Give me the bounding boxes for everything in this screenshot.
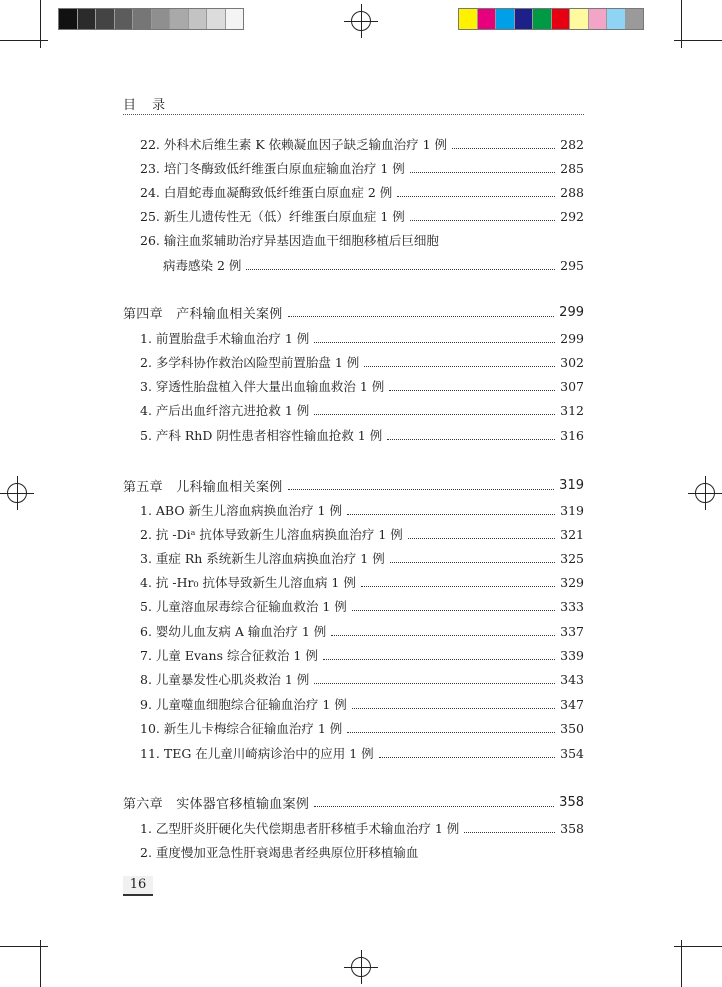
toc-leader-dots: [314, 806, 554, 807]
toc-page-number: 339: [560, 647, 584, 663]
toc-item: [140, 351, 584, 373]
color-swatch: [606, 9, 625, 29]
toc-entry-title: 1. ABO 新生儿溶血病换血治疗 1 例: [140, 503, 342, 518]
toc-item: [140, 157, 584, 179]
toc-leader-dots: [390, 562, 555, 563]
toc-leader-dots: [323, 659, 555, 660]
toc-leader-dots: [314, 683, 555, 684]
color-swatch: [532, 9, 551, 29]
gray-swatch: [77, 9, 96, 29]
toc-page-number: 282: [560, 136, 584, 152]
gray-swatch: [188, 9, 207, 29]
toc-leader-dots: [331, 635, 555, 636]
toc-item: [140, 205, 584, 227]
toc-leader-dots: [389, 390, 555, 391]
gray-swatch: [225, 9, 244, 29]
toc-item: [140, 181, 584, 203]
toc-page-number: 358: [560, 820, 584, 836]
gray-swatch: [114, 9, 133, 29]
crop-mark: [40, 940, 41, 987]
toc-entry-title: 10. 新生儿卡梅综合征输血治疗 1 例: [140, 721, 343, 736]
registration-mark-left: [0, 476, 34, 510]
color-swatch: [495, 9, 514, 29]
toc-leader-dots: [288, 316, 555, 317]
crop-mark: [674, 946, 722, 947]
toc-entry-title: 7. 儿童 Evans 综合征救治 1 例: [140, 648, 318, 663]
toc-page-number: 319: [559, 477, 584, 493]
gray-swatch: [151, 9, 170, 29]
toc-page-number: 302: [560, 354, 584, 370]
toc-page-number: 350: [560, 720, 584, 736]
toc-leader-dots: [464, 832, 555, 833]
color-swatch: [477, 9, 496, 29]
toc-item: [140, 327, 584, 349]
crop-mark: [0, 946, 48, 947]
crop-mark: [0, 40, 48, 41]
gray-swatch: [132, 9, 151, 29]
toc-page-number: 325: [560, 550, 584, 566]
toc-leader-dots: [452, 148, 555, 149]
toc-page-number: 299: [560, 330, 584, 346]
toc-entry-title: 3. 重症 Rh 系统新生儿溶血病换血治疗 1 例: [140, 551, 385, 566]
toc-entry-title: 8. 儿童暴发性心肌炎救治 1 例: [140, 672, 310, 687]
toc-item: [140, 399, 584, 421]
toc-item: [140, 817, 584, 839]
toc-item: [140, 133, 584, 155]
gray-swatch: [169, 9, 188, 29]
color-swatch: [459, 9, 477, 29]
toc-item: [140, 595, 584, 617]
toc-entry-title: 2. 重度慢加亚急性肝衰竭患者经典原位肝移植输血: [140, 845, 419, 860]
toc-item: [140, 499, 584, 521]
toc-item: [140, 841, 584, 863]
page-header-title: 目 录: [123, 98, 172, 113]
toc-leader-dots: [387, 439, 555, 440]
toc-page-number: 292: [560, 208, 584, 224]
toc-item-continuation: [163, 254, 584, 276]
toc-entry-title: 26. 输注血浆辅助治疗异基因造血干细胞移植后巨细胞: [140, 233, 439, 248]
toc-entry-title: 25. 新生儿遗传性无（低）纤维蛋白原血症 1 例: [140, 209, 405, 224]
toc-page-number: 316: [560, 427, 584, 443]
toc-page-number: 343: [560, 671, 584, 687]
toc-entry-title: 11. TEG 在儿童川崎病诊治中的应用 1 例: [140, 746, 374, 761]
registration-mark-right: [688, 476, 722, 510]
toc-entry-title: 5. 儿童溶血尿毒综合征输血救治 1 例: [140, 599, 347, 614]
toc-entry-title: 第四章 产科输血相关案例: [123, 306, 283, 322]
toc-leader-dots: [408, 538, 555, 539]
toc-leader-dots: [352, 708, 555, 709]
toc-entry-title: 第六章 实体器官移植输血案例: [123, 796, 310, 812]
toc-page-number: 354: [560, 745, 584, 761]
toc-leader-dots: [364, 366, 555, 367]
toc-page-number: 285: [560, 160, 584, 176]
toc-item: [140, 523, 584, 545]
toc-page-number: 307: [560, 378, 584, 394]
color-swatch: [625, 9, 644, 29]
toc-entry-title: 第五章 儿科输血相关案例: [123, 479, 283, 495]
toc-leader-dots: [397, 196, 555, 197]
registration-mark-bottom: [344, 950, 378, 984]
color-swatch: [514, 9, 533, 29]
toc-page-number: 358: [559, 794, 584, 810]
toc-entry-title: 1. 前置胎盘手术输血治疗 1 例: [140, 331, 310, 346]
toc-item: [140, 547, 584, 569]
grayscale-calibration-bar: [58, 8, 244, 30]
toc-item: [140, 742, 584, 764]
toc-item: [140, 644, 584, 666]
color-swatch: [588, 9, 607, 29]
toc-entry-title: 4. 产后出血纤溶亢进抢救 1 例: [140, 403, 310, 418]
color-calibration-bar: [458, 8, 644, 30]
registration-mark-top: [344, 4, 378, 38]
toc-page-number: 333: [560, 598, 584, 614]
toc-page-number: 329: [560, 574, 584, 590]
toc-item: [140, 620, 584, 642]
toc-page-number: 337: [560, 623, 584, 639]
toc-leader-dots: [246, 269, 555, 270]
toc-leader-dots: [352, 610, 555, 611]
toc-page-number: 347: [560, 696, 584, 712]
toc-entry-title: 2. 抗 -Diᵃ 抗体导致新生儿溶血病换血治疗 1 例: [140, 527, 403, 542]
toc-item: [140, 424, 584, 446]
toc-chapter: [123, 301, 584, 323]
toc-entry-title: 24. 白眉蛇毒血凝酶致低纤维蛋白原血症 2 例: [140, 185, 393, 200]
gray-swatch: [95, 9, 114, 29]
toc-leader-dots: [314, 342, 555, 343]
toc-entry-title: 6. 婴幼儿血友病 A 输血治疗 1 例: [140, 624, 327, 639]
toc-page-number: 312: [560, 402, 584, 418]
toc-chapter: [123, 791, 584, 813]
gray-swatch: [206, 9, 225, 29]
toc-leader-dots: [347, 732, 555, 733]
gray-swatch: [59, 9, 77, 29]
toc-chapter: [123, 474, 584, 496]
toc-entry-title: 病毒感染 2 例: [163, 258, 242, 273]
toc-entry-title: 22. 外科术后维生素 K 依赖凝血因子缺乏输血治疗 1 例: [140, 137, 448, 152]
toc-page-number: 295: [560, 257, 584, 273]
toc-entry-title: 3. 穿透性胎盘植入伴大量出血输血救治 1 例: [140, 379, 385, 394]
toc-item: [140, 375, 584, 397]
toc-entry-title: 4. 抗 -Hr₀ 抗体导致新生儿溶血病 1 例: [140, 575, 356, 590]
toc-leader-dots: [288, 489, 555, 490]
toc-item: [140, 229, 584, 251]
crop-mark: [681, 940, 682, 987]
crop-mark: [674, 40, 722, 41]
toc-page-number: 321: [560, 526, 584, 542]
toc-leader-dots: [361, 586, 555, 587]
toc-leader-dots: [410, 172, 555, 173]
toc-leader-dots: [410, 220, 555, 221]
header-dotted-rule: [123, 114, 584, 115]
color-swatch: [551, 9, 570, 29]
toc-entry-title: 2. 多学科协作救治凶险型前置胎盘 1 例: [140, 355, 360, 370]
toc-entry-title: 9. 儿童噬血细胞综合征输血治疗 1 例: [140, 697, 347, 712]
toc-entry-title: 23. 培门冬酶致低纤维蛋白原血症输血治疗 1 例: [140, 161, 405, 176]
toc-leader-dots: [314, 414, 555, 415]
toc-item: [140, 693, 584, 715]
toc-page-number: 299: [559, 304, 584, 320]
toc-leader-dots: [347, 514, 555, 515]
toc-page-number: 288: [560, 184, 584, 200]
toc-page-number: 319: [560, 502, 584, 518]
toc-entry-title: 5. 产科 RhD 阴性患者相容性输血抢救 1 例: [140, 428, 383, 443]
toc-item: [140, 668, 584, 690]
page-number: 16: [123, 876, 153, 896]
color-swatch: [569, 9, 588, 29]
toc-item: [140, 571, 584, 593]
toc-entry-title: 1. 乙型肝炎肝硬化失代偿期患者肝移植手术输血治疗 1 例: [140, 821, 460, 836]
toc-item: [140, 717, 584, 739]
toc-leader-dots: [379, 757, 555, 758]
